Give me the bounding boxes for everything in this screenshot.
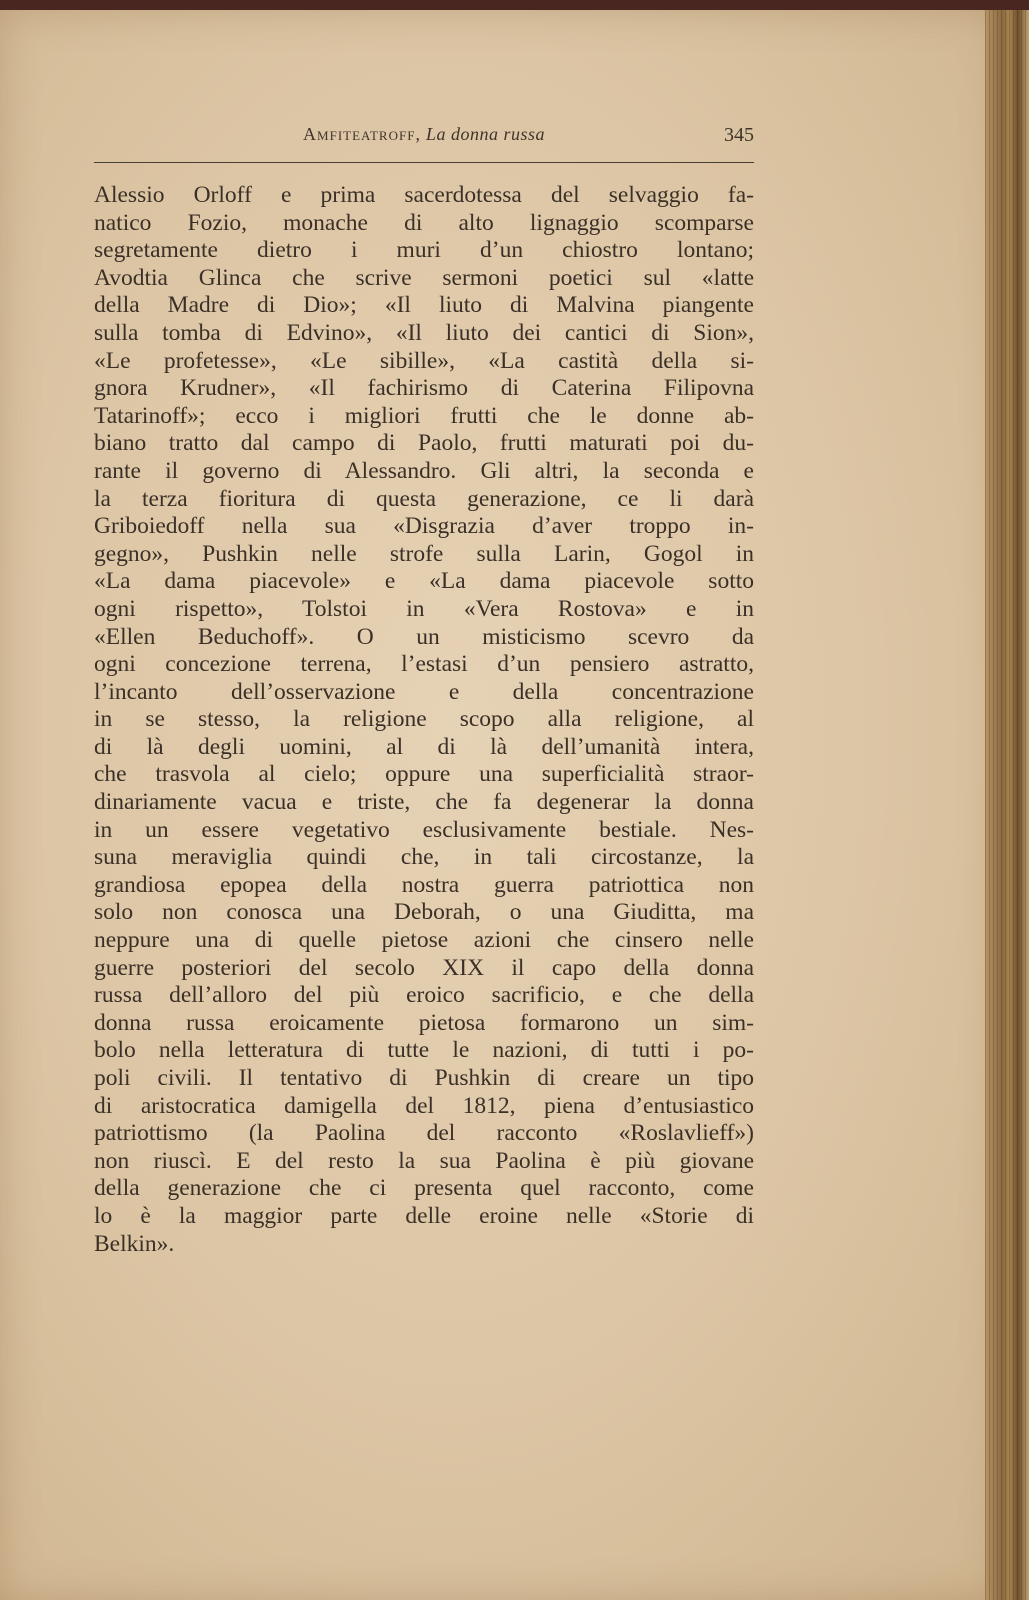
text-line: non riuscì. E del resto la sua Paolina è più giovane	[94, 1147, 754, 1174]
text-line: in se stesso, la religione scopo alla religione, al	[94, 706, 754, 733]
text-line: rante il governo di Alessandro. Gli altri, la seconda e	[94, 457, 754, 484]
text-line: Alessio Orloff e prima sacerdotessa del selvaggio fa-	[94, 182, 754, 208]
text-line: guerre posteriori del secolo XIX il capo della donna	[94, 954, 754, 981]
text-line: dinariamente vacua e triste, che fa degenerar la donna	[94, 789, 754, 816]
page-fore-edge	[985, 10, 1029, 1600]
text-line: Griboiedoff nella sua «Disgrazia d’aver troppo in-	[94, 513, 754, 540]
text-line: «La dama piacevole» e «La dama piacevole sotto	[94, 568, 754, 595]
text-line: patriottismo (la Paolina del racconto «Roslavlieff»)	[94, 1120, 754, 1147]
text-line: natico Fozio, monache di alto lignaggio scomparse	[94, 209, 754, 236]
running-head-author: Amfiteatroff,	[303, 124, 421, 144]
text-line: sulla tomba di Edvino», «Il liuto dei cantici di Sion»,	[94, 319, 754, 346]
text-line: segretamente dietro i muri d’un chiostro lontano;	[94, 237, 754, 264]
text-line: della generazione che ci presenta quel racconto, come	[94, 1175, 754, 1202]
text-line: in un essere vegetativo esclusivamente bestiale. Nes-	[94, 816, 754, 843]
text-line: «Ellen Beduchoff». O un misticismo scevro da	[94, 623, 754, 650]
text-line: di là degli uomini, al di là dell’umanità intera,	[94, 733, 754, 760]
text-line: gegno», Pushkin nelle strofe sulla Larin, Gogol in	[94, 540, 754, 567]
text-line: Avodtia Glinca che scrive sermoni poetici sul «latte	[94, 264, 754, 291]
text-line: donna russa eroicamente pietosa formarono un sim-	[94, 1009, 754, 1036]
running-head	[94, 124, 754, 145]
page-number: 345	[724, 124, 754, 146]
text-line: gnora Krudner», «Il fachirismo di Caterina Filipovna	[94, 375, 754, 402]
text-line: Tatarinoff»; ecco i migliori frutti che le donne ab-	[94, 402, 754, 429]
text-line: ogni rispetto», Tolstoi in «Vera Rostova» e in	[94, 595, 754, 622]
text-line: Belkin».	[94, 1230, 175, 1257]
text-line: grandiosa epopea della nostra guerra patriottica non	[94, 871, 754, 898]
text-line: l’incanto dell’osservazione e della concentrazione	[94, 678, 754, 705]
text-line: che trasvola al cielo; oppure una superficialità straor-	[94, 761, 754, 788]
text-line: lo è la maggior parte delle eroine nelle «Storie di	[94, 1202, 754, 1229]
text-line: la terza fioritura di questa generazione, ce li darà	[94, 485, 754, 512]
text-line: biano tratto dal campo di Paolo, frutti maturati poi du-	[94, 430, 754, 457]
running-head-title: La donna russa	[425, 124, 545, 144]
text-line: «Le profetesse», «Le sibille», «La castità della si-	[94, 347, 754, 374]
text-line: solo non conosca una Deborah, o una Giuditta, ma	[94, 899, 754, 926]
header-rule	[94, 162, 754, 163]
text-line: neppure una di quelle pietose azioni che cinsero nelle	[94, 927, 754, 954]
text-line: bolo nella letteratura di tutte le nazioni, di tutti i po-	[94, 1037, 754, 1064]
text-line: ogni concezione terrena, l’estasi d’un pensiero astratto,	[94, 651, 754, 678]
body-paragraph	[94, 182, 754, 1258]
text-line: della Madre di Dio»; «Il liuto di Malvina piangente	[94, 292, 754, 319]
text-line: di aristocratica damigella del 1812, piena d’entusiastico	[94, 1092, 754, 1119]
running-header	[94, 124, 754, 154]
text-line: poli civili. Il tentativo di Pushkin di creare un tipo	[94, 1065, 754, 1091]
text-line: suna meraviglia quindi che, in tali circostanze, la	[94, 844, 754, 871]
text-line: russa dell’alloro del più eroico sacrificio, e che della	[94, 982, 754, 1009]
